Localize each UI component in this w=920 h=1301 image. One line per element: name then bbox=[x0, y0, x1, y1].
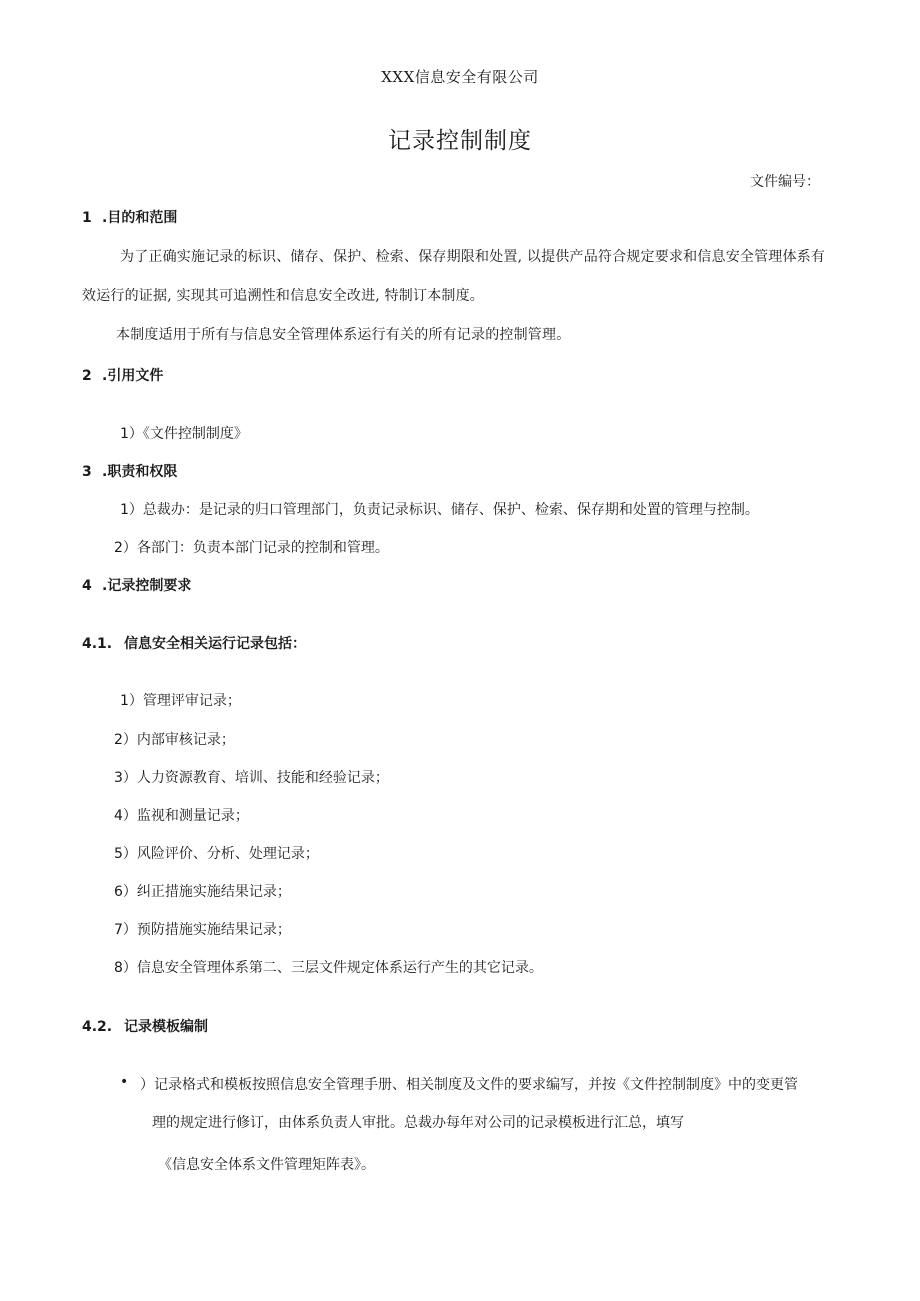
subsection-title: 记录模板编制 bbox=[124, 1019, 208, 1035]
section-4-heading bbox=[82, 575, 191, 595]
section-3-heading bbox=[82, 461, 177, 481]
section-1-paragraph-1-line-1: 为了正确实施记录的标识、储存、保护、检索、保存期限和处置, 以提供产品符合规定要求和信息安全管理体系有 bbox=[120, 249, 826, 265]
list-item: 6）纠正措施实施结果记录； bbox=[114, 884, 291, 900]
list-item: 5）风险评价、分析、处理记录； bbox=[114, 846, 319, 862]
subsection-number: 4.1. bbox=[82, 636, 113, 652]
section-number: 4 bbox=[82, 578, 92, 594]
list-item: 4）监视和测量记录； bbox=[114, 808, 249, 824]
list-item: 2）各部门：负责本部门记录的控制和管理。 bbox=[114, 540, 389, 556]
list-item: 8）信息安全管理体系第二、三层文件规定体系运行产生的其它记录。 bbox=[114, 960, 543, 976]
subsection-4-1-heading bbox=[82, 633, 306, 653]
document-number-label: 文件编号： bbox=[750, 174, 820, 190]
section-number: 3 bbox=[82, 464, 92, 480]
section-number: 1 bbox=[82, 210, 92, 226]
section-title: .职责和权限 bbox=[102, 464, 178, 480]
list-item: 7）预防措施实施结果记录； bbox=[114, 922, 291, 938]
list-item: 2）内部审核记录； bbox=[114, 732, 235, 748]
list-item: 1）《文件控制制度》 bbox=[120, 426, 248, 442]
subsection-title: 信息安全相关运行记录包括： bbox=[124, 636, 306, 652]
section-title: .记录控制要求 bbox=[102, 578, 192, 594]
paragraph-4-2-line-2: 理的规定进行修订，由体系负责人审批。总裁办每年对公司的记录模板进行汇总，填写 bbox=[152, 1115, 684, 1131]
section-1-paragraph-2: 本制度适用于所有与信息安全管理体系运行有关的所有记录的控制管理。 bbox=[116, 327, 571, 343]
list-item: 1）管理评审记录； bbox=[120, 693, 241, 709]
paragraph-4-2-line-1: ）记录格式和模板按照信息安全管理手册、相关制度及文件的要求编写，并按《文件控制制度》中的变更管 bbox=[140, 1077, 798, 1093]
subsection-4-2-heading bbox=[82, 1016, 208, 1036]
subsection-number: 4.2. bbox=[82, 1019, 113, 1035]
section-number: 2 bbox=[82, 368, 92, 384]
section-1-heading bbox=[82, 207, 177, 227]
section-title: .目的和范围 bbox=[102, 210, 178, 226]
paragraph-4-2-line-3: 《信息安全体系文件管理矩阵表》。 bbox=[158, 1157, 375, 1173]
list-item: 1）总裁办：是记录的归口管理部门，负责记录标识、储存、保护、检索、保存期和处置的管理与控制。 bbox=[120, 502, 759, 518]
company-name: XXX信息安全有限公司 bbox=[381, 68, 539, 86]
section-2-heading bbox=[82, 365, 163, 385]
section-1-paragraph-1-line-2: 效运行的证据, 实现其可追溯性和信息安全改进, 特制订本制度。 bbox=[82, 288, 484, 304]
section-title: .引用文件 bbox=[102, 368, 164, 384]
document-title: 记录控制制度 bbox=[388, 128, 532, 154]
bullet-icon: • bbox=[120, 1074, 129, 1090]
list-item: 3）人力资源教育、培训、技能和经验记录； bbox=[114, 770, 389, 786]
